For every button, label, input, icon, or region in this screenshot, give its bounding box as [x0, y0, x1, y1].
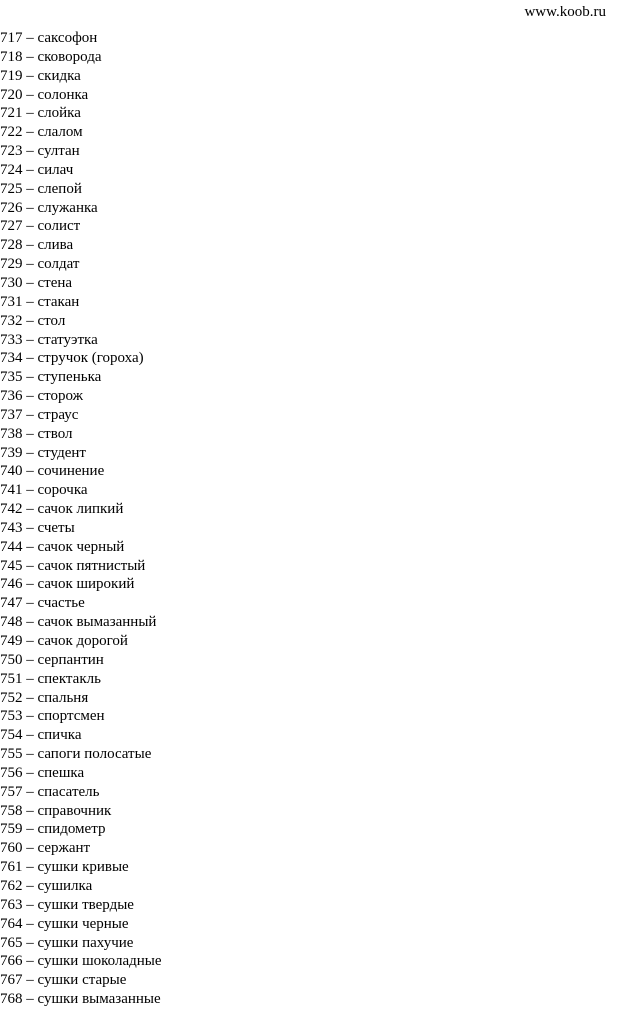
list-item: 768 – сушки вымазанные: [0, 991, 161, 1008]
list-item: 727 – солист: [0, 218, 81, 235]
list-item: 757 – спасатель: [0, 783, 100, 800]
list-item: 717 – саксофон: [0, 30, 98, 46]
list-item: 758 – справочник: [0, 802, 112, 819]
list-item: 735 – ступенька: [0, 369, 102, 386]
list-item: 748 – сачок вымазанный: [0, 614, 157, 631]
list-item: 729 – солдат: [0, 256, 80, 273]
list-item: 741 – сорочка: [0, 482, 88, 499]
list-item: 733 – статуэтка: [0, 331, 98, 348]
list-item: 755 – сапоги полосатые: [0, 746, 152, 763]
list-item: 730 – стена: [0, 274, 73, 291]
list-item: 752 – спальня: [0, 689, 89, 706]
list-item: 738 – ствол: [0, 425, 73, 442]
list-item: 753 – спортсмен: [0, 708, 105, 725]
list-item: 749 – сачок дорогой: [0, 633, 128, 649]
list-item: 760 – сержант: [0, 840, 91, 857]
list-item: 737 – страус: [0, 406, 79, 423]
list-item: 765 – сушки пахучие: [0, 934, 134, 951]
list-item: 719 – скидка: [0, 67, 81, 84]
list-item: 747 – счастье: [0, 595, 85, 612]
list-item: 732 – стол: [0, 312, 66, 329]
list-item: 754 – спичка: [0, 727, 82, 744]
list-item: 742 – сачок липкий: [0, 501, 124, 518]
list-item: 764 – сушки черные: [0, 915, 129, 932]
list-item: 736 – сторож: [0, 388, 84, 405]
list-item: 756 – спешка: [0, 764, 85, 781]
list-item: 734 – стручок (гороха): [0, 350, 144, 367]
list-item: 720 – солонка: [0, 86, 89, 103]
list-item: 739 – студент: [0, 444, 86, 461]
list-item: 725 – слепой: [0, 180, 82, 197]
list-item: 728 – слива: [0, 237, 74, 254]
word-list: [0, 29, 162, 1009]
site-url: www.koob.ru: [524, 4, 606, 20]
list-item: 746 – сачок широкий: [0, 576, 135, 593]
list-item: 744 – сачок черный: [0, 538, 125, 555]
list-item: 761 – сушки кривые: [0, 859, 129, 876]
list-item: 740 – сочинение: [0, 463, 105, 480]
list-item: 762 – сушилка: [0, 877, 93, 894]
list-item: 750 – серпантин: [0, 651, 104, 668]
list-item: 766 – сушки шоколадные: [0, 953, 162, 970]
list-item: 743 – счеты: [0, 519, 75, 536]
list-item: 745 – сачок пятнистый: [0, 557, 146, 574]
list-item: 718 – сковорода: [0, 48, 102, 65]
list-item: 763 – сушки твердые: [0, 896, 134, 913]
list-item: 726 – служанка: [0, 199, 98, 216]
list-item: 751 – спектакль: [0, 670, 101, 687]
list-item: 721 – слойка: [0, 105, 81, 122]
list-item: 724 – силач: [0, 161, 74, 178]
list-item: 767 – сушки старые: [0, 972, 127, 989]
list-item: 722 – слалом: [0, 124, 83, 141]
list-item: 723 – султан: [0, 143, 80, 160]
list-item: 731 – стакан: [0, 293, 80, 310]
list-item: 759 – спидометр: [0, 821, 106, 838]
